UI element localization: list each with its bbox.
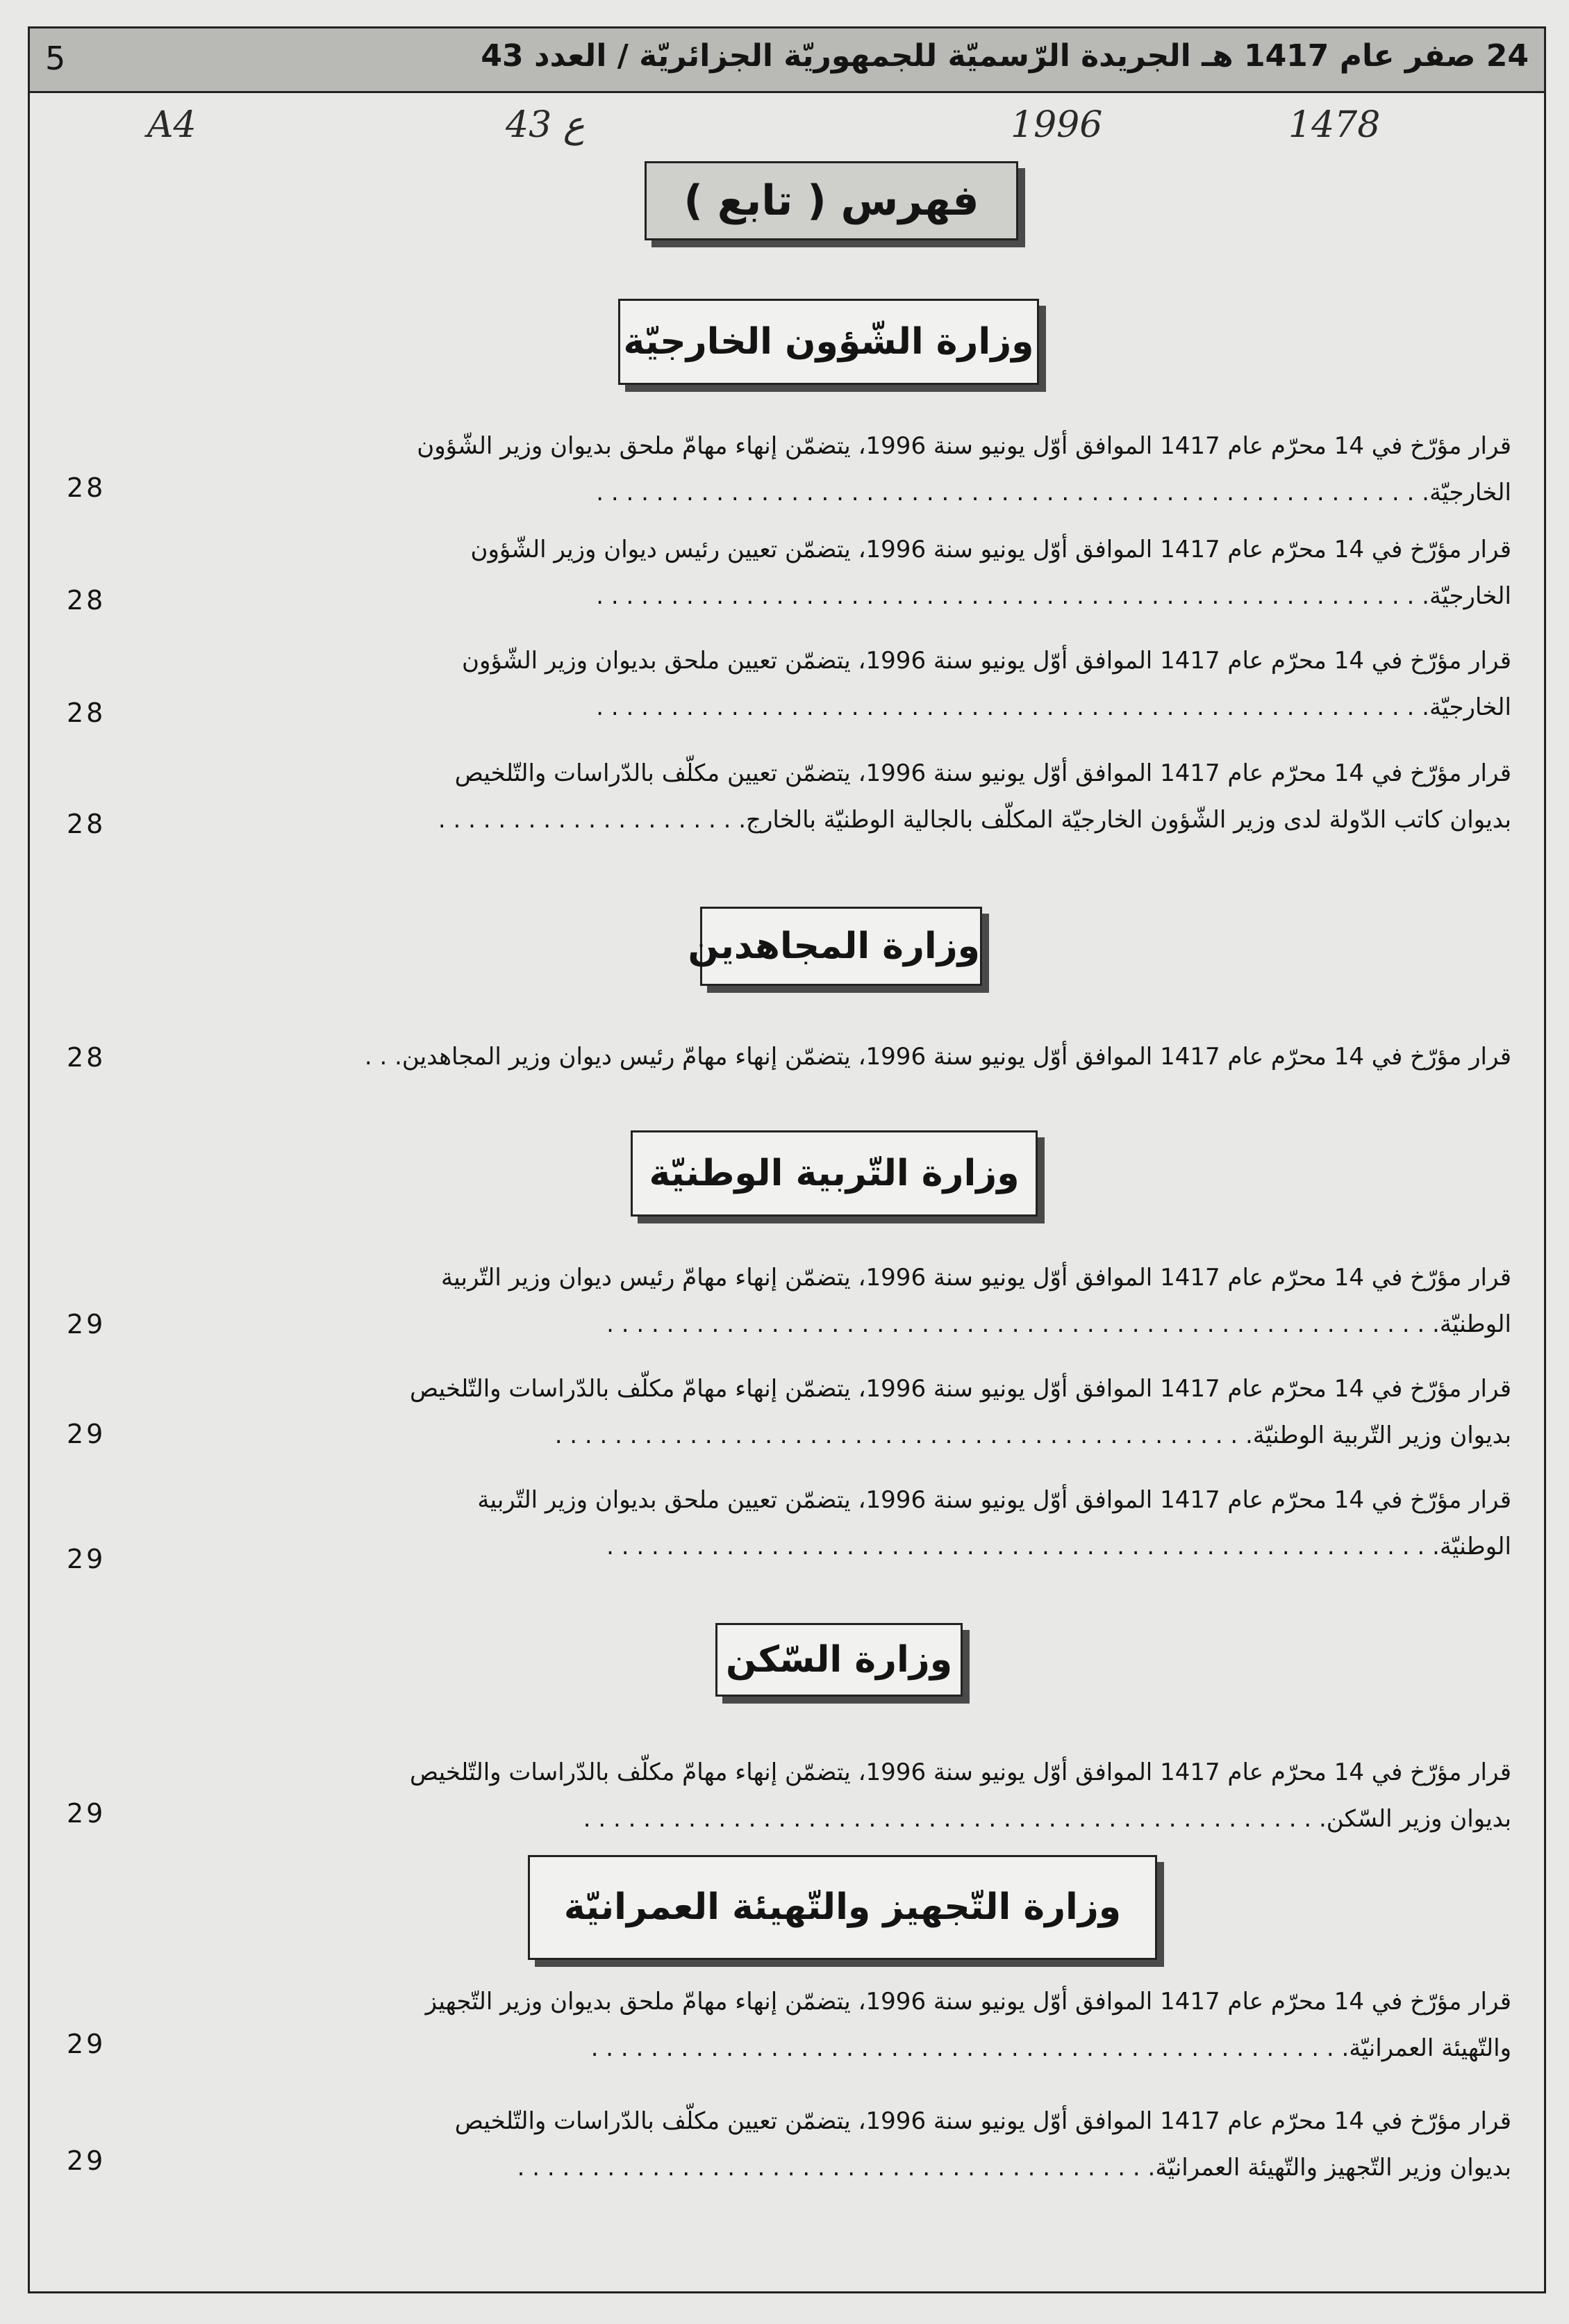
section-heading-equipment-urban-planning: وزارة التّجهيز والتّهيئة العمرانيّة <box>528 1855 1157 1960</box>
index-entry <box>208 1979 1511 2072</box>
entry-line <box>208 2025 1511 2072</box>
leader-dots: . . . . . . . . . . . . . . . . . . . . . . . . . . . . . . . . . . . . . . . . . . . . . . . . . . . . . . . . <box>606 1533 1440 1560</box>
entry-line <box>208 1412 1511 1459</box>
section-heading-foreign-affairs: وزارة الشّؤون الخارجيّة <box>618 299 1039 385</box>
leader-dots: . . . . . . . . . . . . . . . . . . . . . . . . . . . . . . . . . . . . . . . . . . . . . . . . . . . . . . . . <box>596 479 1429 506</box>
page-reference: 29 <box>67 1798 106 1829</box>
leader-dots: . . . . . . . . . . . . . . . . . . . . . . . . . . . . . . . . . . . . . . . . . . . . . . . <box>554 1421 1253 1449</box>
leader-dots: . . . . . . . . . . . . . . . . . . . . . . . . . . . . . . . . . . . . . . . . . . . . . . . . . . . <box>590 2034 1350 2062</box>
entry-text: قرار مؤرّخ في 14 محرّم عام 1417 الموافق أوّل يونيو سنة 1996، يتضمّن إنهاء مهامّ رئيس ديوان وزير المجاهدين <box>401 1043 1511 1071</box>
entry-line: قرار مؤرّخ في 14 محرّم عام 1417 الموافق أوّل يونيو سنة 1996، يتضمّن إنهاء مهامّ مكلّف بالدّراسات والتّلخيص <box>409 1758 1511 1786</box>
leader-dots: . . . . . . . . . . . . . . . . . . . . . <box>438 806 747 834</box>
leader-dots: . . . . . . . . . . . . . . . . . . . . . . . . . . . . . . . . . . . . . . . . . . . . . . . . . . . . . . . . <box>606 1310 1440 1338</box>
page-reference: 28 <box>67 1042 106 1073</box>
handwritten-note: 43 ع <box>506 104 585 146</box>
section-heading-housing: وزارة السّكن <box>715 1623 963 1697</box>
entry-continuation: بديوان وزير السّكن <box>1326 1805 1511 1833</box>
index-title: فهرس ( تابع ) <box>645 161 1018 240</box>
leader-dots: . . . . . . . . . . . . . . . . . . . . . . . . . . . . . . . . . . . . . . . . . . . <box>517 2154 1156 2182</box>
page-reference: 28 <box>67 809 106 839</box>
entry-line <box>208 1524 1511 1570</box>
index-entry <box>208 2098 1511 2191</box>
page-number: 5 <box>45 40 66 77</box>
page-reference: 29 <box>67 2029 106 2059</box>
entry-continuation: والتّهيئة العمرانيّة <box>1349 2034 1511 2062</box>
index-entry <box>208 750 1511 843</box>
section-heading-national-education: وزارة التّربية الوطنيّة <box>631 1130 1038 1217</box>
entry-line <box>208 1796 1511 1843</box>
handwritten-note: A4 <box>147 104 197 146</box>
page-reference: 28 <box>67 698 106 728</box>
entry-continuation: الخارجيّة <box>1429 582 1511 610</box>
entry-line <box>208 684 1511 731</box>
entry-line: قرار مؤرّخ في 14 محرّم عام 1417 الموافق أوّل يونيو سنة 1996، يتضمّن إنهاء مهامّ مكلّف بالدّراسات والتّلخيص <box>409 1375 1511 1403</box>
entry-continuation: الوطنيّة <box>1439 1310 1511 1338</box>
entry-line: قرار مؤرّخ في 14 محرّم عام 1417 الموافق أوّل يونيو سنة 1996، يتضمّن تعيين مكلّف بالدّراسات والتّلخيص <box>454 2107 1511 2135</box>
page-reference: 29 <box>67 1419 106 1449</box>
running-title: 24 صفر عام 1417 هـ الجريدة الرّسميّة للجمهوريّة الجزائريّة / العدد 43 <box>481 38 1529 74</box>
index-entry <box>208 527 1511 620</box>
entry-line <box>208 2145 1511 2191</box>
entry-line: قرار مؤرّخ في 14 محرّم عام 1417 الموافق أوّل يونيو سنة 1996، يتضمّن إنهاء مهامّ ملحق بديوان وزير التّجهيز <box>425 1988 1511 2016</box>
running-header <box>28 26 1546 93</box>
index-entry <box>208 423 1511 516</box>
page-reference: 29 <box>67 1309 106 1340</box>
page-reference: 28 <box>67 472 106 503</box>
page-reference: 28 <box>67 585 106 616</box>
index-entry <box>208 1477 1511 1570</box>
section-heading-mujahideen: وزارة المجاهدين <box>700 907 982 986</box>
page-reference: 29 <box>67 1544 106 1574</box>
index-entry <box>208 1255 1511 1348</box>
leader-dots: . . . . . . . . . . . . . . . . . . . . . . . . . . . . . . . . . . . . . . . . . . . . . . . . . . . . . . . . <box>596 693 1429 721</box>
entry-continuation: بديوان وزير التّربية الوطنيّة <box>1252 1421 1511 1449</box>
index-entry <box>208 1749 1511 1843</box>
entry-continuation: الوطنيّة <box>1439 1533 1511 1560</box>
entry-continuation: الخارجيّة <box>1429 479 1511 506</box>
leader-dots: . . . <box>364 1043 402 1071</box>
entry-line <box>208 1301 1511 1348</box>
page-reference: 29 <box>67 2145 106 2176</box>
index-entry <box>208 1366 1511 1459</box>
handwritten-note: 1478 <box>1288 104 1381 146</box>
leader-dots: . . . . . . . . . . . . . . . . . . . . . . . . . . . . . . . . . . . . . . . . . . . . . . . . . . . . . . . . <box>596 582 1429 610</box>
index-entry <box>208 638 1511 731</box>
entry-line <box>208 797 1511 843</box>
index-entry <box>208 1034 1511 1080</box>
entry-continuation: الخارجيّة <box>1429 693 1511 721</box>
entry-line: قرار مؤرّخ في 14 محرّم عام 1417 الموافق أوّل يونيو سنة 1996، يتضمّن إنهاء مهامّ رئيس ديوان وزير التّربية <box>441 1264 1511 1292</box>
leader-dots: . . . . . . . . . . . . . . . . . . . . . . . . . . . . . . . . . . . . . . . . . . . . . . . . . . <box>583 1805 1327 1833</box>
entry-line <box>208 470 1511 516</box>
entry-line: قرار مؤرّخ في 14 محرّم عام 1417 الموافق أوّل يونيو سنة 1996، يتضمّن تعيين رئيس ديوان وزير الشّؤون <box>470 536 1511 563</box>
entry-line <box>208 1034 1511 1080</box>
handwritten-note: 1996 <box>1011 104 1103 146</box>
entry-line: قرار مؤرّخ في 14 محرّم عام 1417 الموافق أوّل يونيو سنة 1996، يتضمّن تعيين مكلّف بالدّراسات والتّلخيص <box>454 759 1511 787</box>
entry-line: قرار مؤرّخ في 14 محرّم عام 1417 الموافق أوّل يونيو سنة 1996، يتضمّن إنهاء مهامّ ملحق بديوان وزير الشّؤون <box>417 432 1511 460</box>
entry-continuation: بديوان وزير التّجهيز والتّهيئة العمرانيّة <box>1155 2154 1511 2182</box>
entry-line: قرار مؤرّخ في 14 محرّم عام 1417 الموافق أوّل يونيو سنة 1996، يتضمّن تعيين ملحق بديوان وزير الشّؤون <box>462 647 1511 675</box>
entry-continuation: بديوان كاتب الدّولة لدى وزير الشّؤون الخارجيّة المكلّف بالجالية الوطنيّة بالخارج <box>746 806 1511 834</box>
entry-line <box>208 573 1511 620</box>
entry-line: قرار مؤرّخ في 14 محرّم عام 1417 الموافق أوّل يونيو سنة 1996، يتضمّن تعيين ملحق بديوان وزير التّربية <box>477 1486 1511 1514</box>
